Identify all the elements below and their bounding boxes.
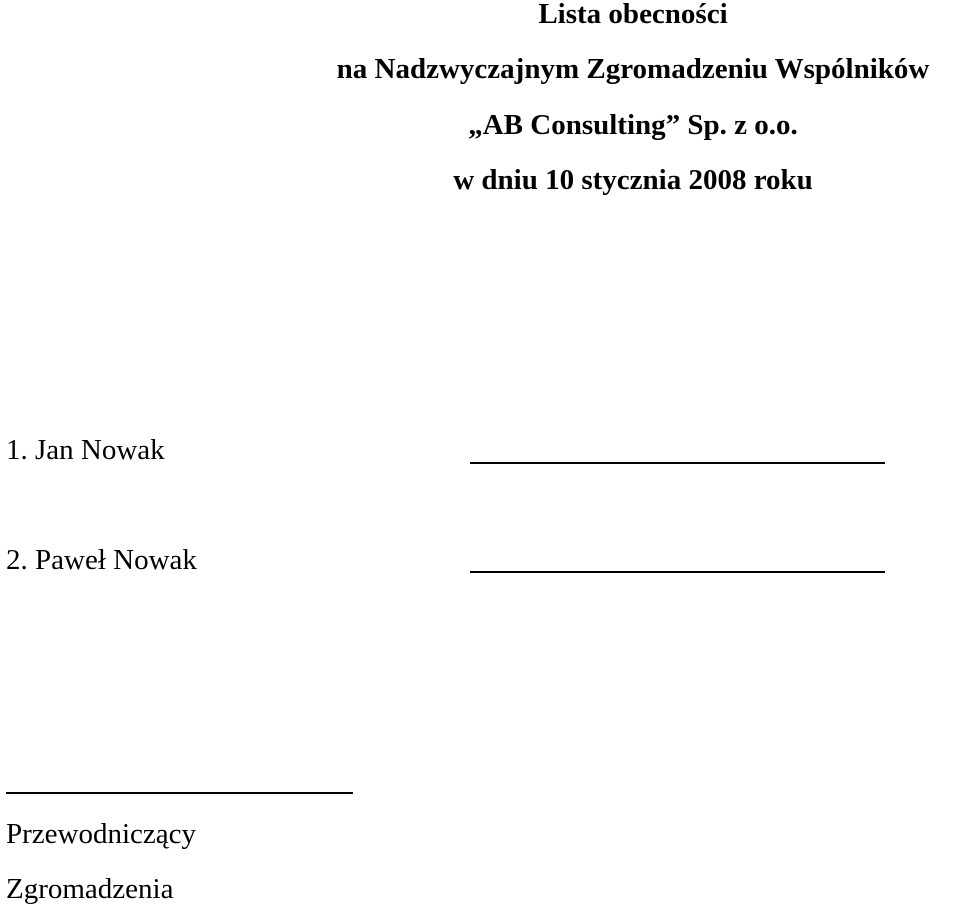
document-title: Lista obecności: [538, 0, 728, 30]
meeting-date: w dniu 10 stycznia 2008 roku: [453, 164, 813, 196]
attendee-name-1: 1. Jan Nowak: [6, 434, 165, 466]
attendee-name-2: 2. Paweł Nowak: [6, 544, 197, 576]
company-name: „AB Consulting” Sp. z o.o.: [468, 109, 798, 141]
chairperson-label-line1: Przewodniczący: [6, 818, 197, 850]
meeting-name: na Nadzwyczajnym Zgromadzeniu Wspólników: [336, 53, 930, 85]
chairperson-label-line2: Zgromadzenia: [6, 873, 174, 905]
signature-line-2: [470, 571, 885, 573]
signature-line-1: [470, 462, 885, 464]
chairperson-signature-line: [6, 792, 353, 794]
